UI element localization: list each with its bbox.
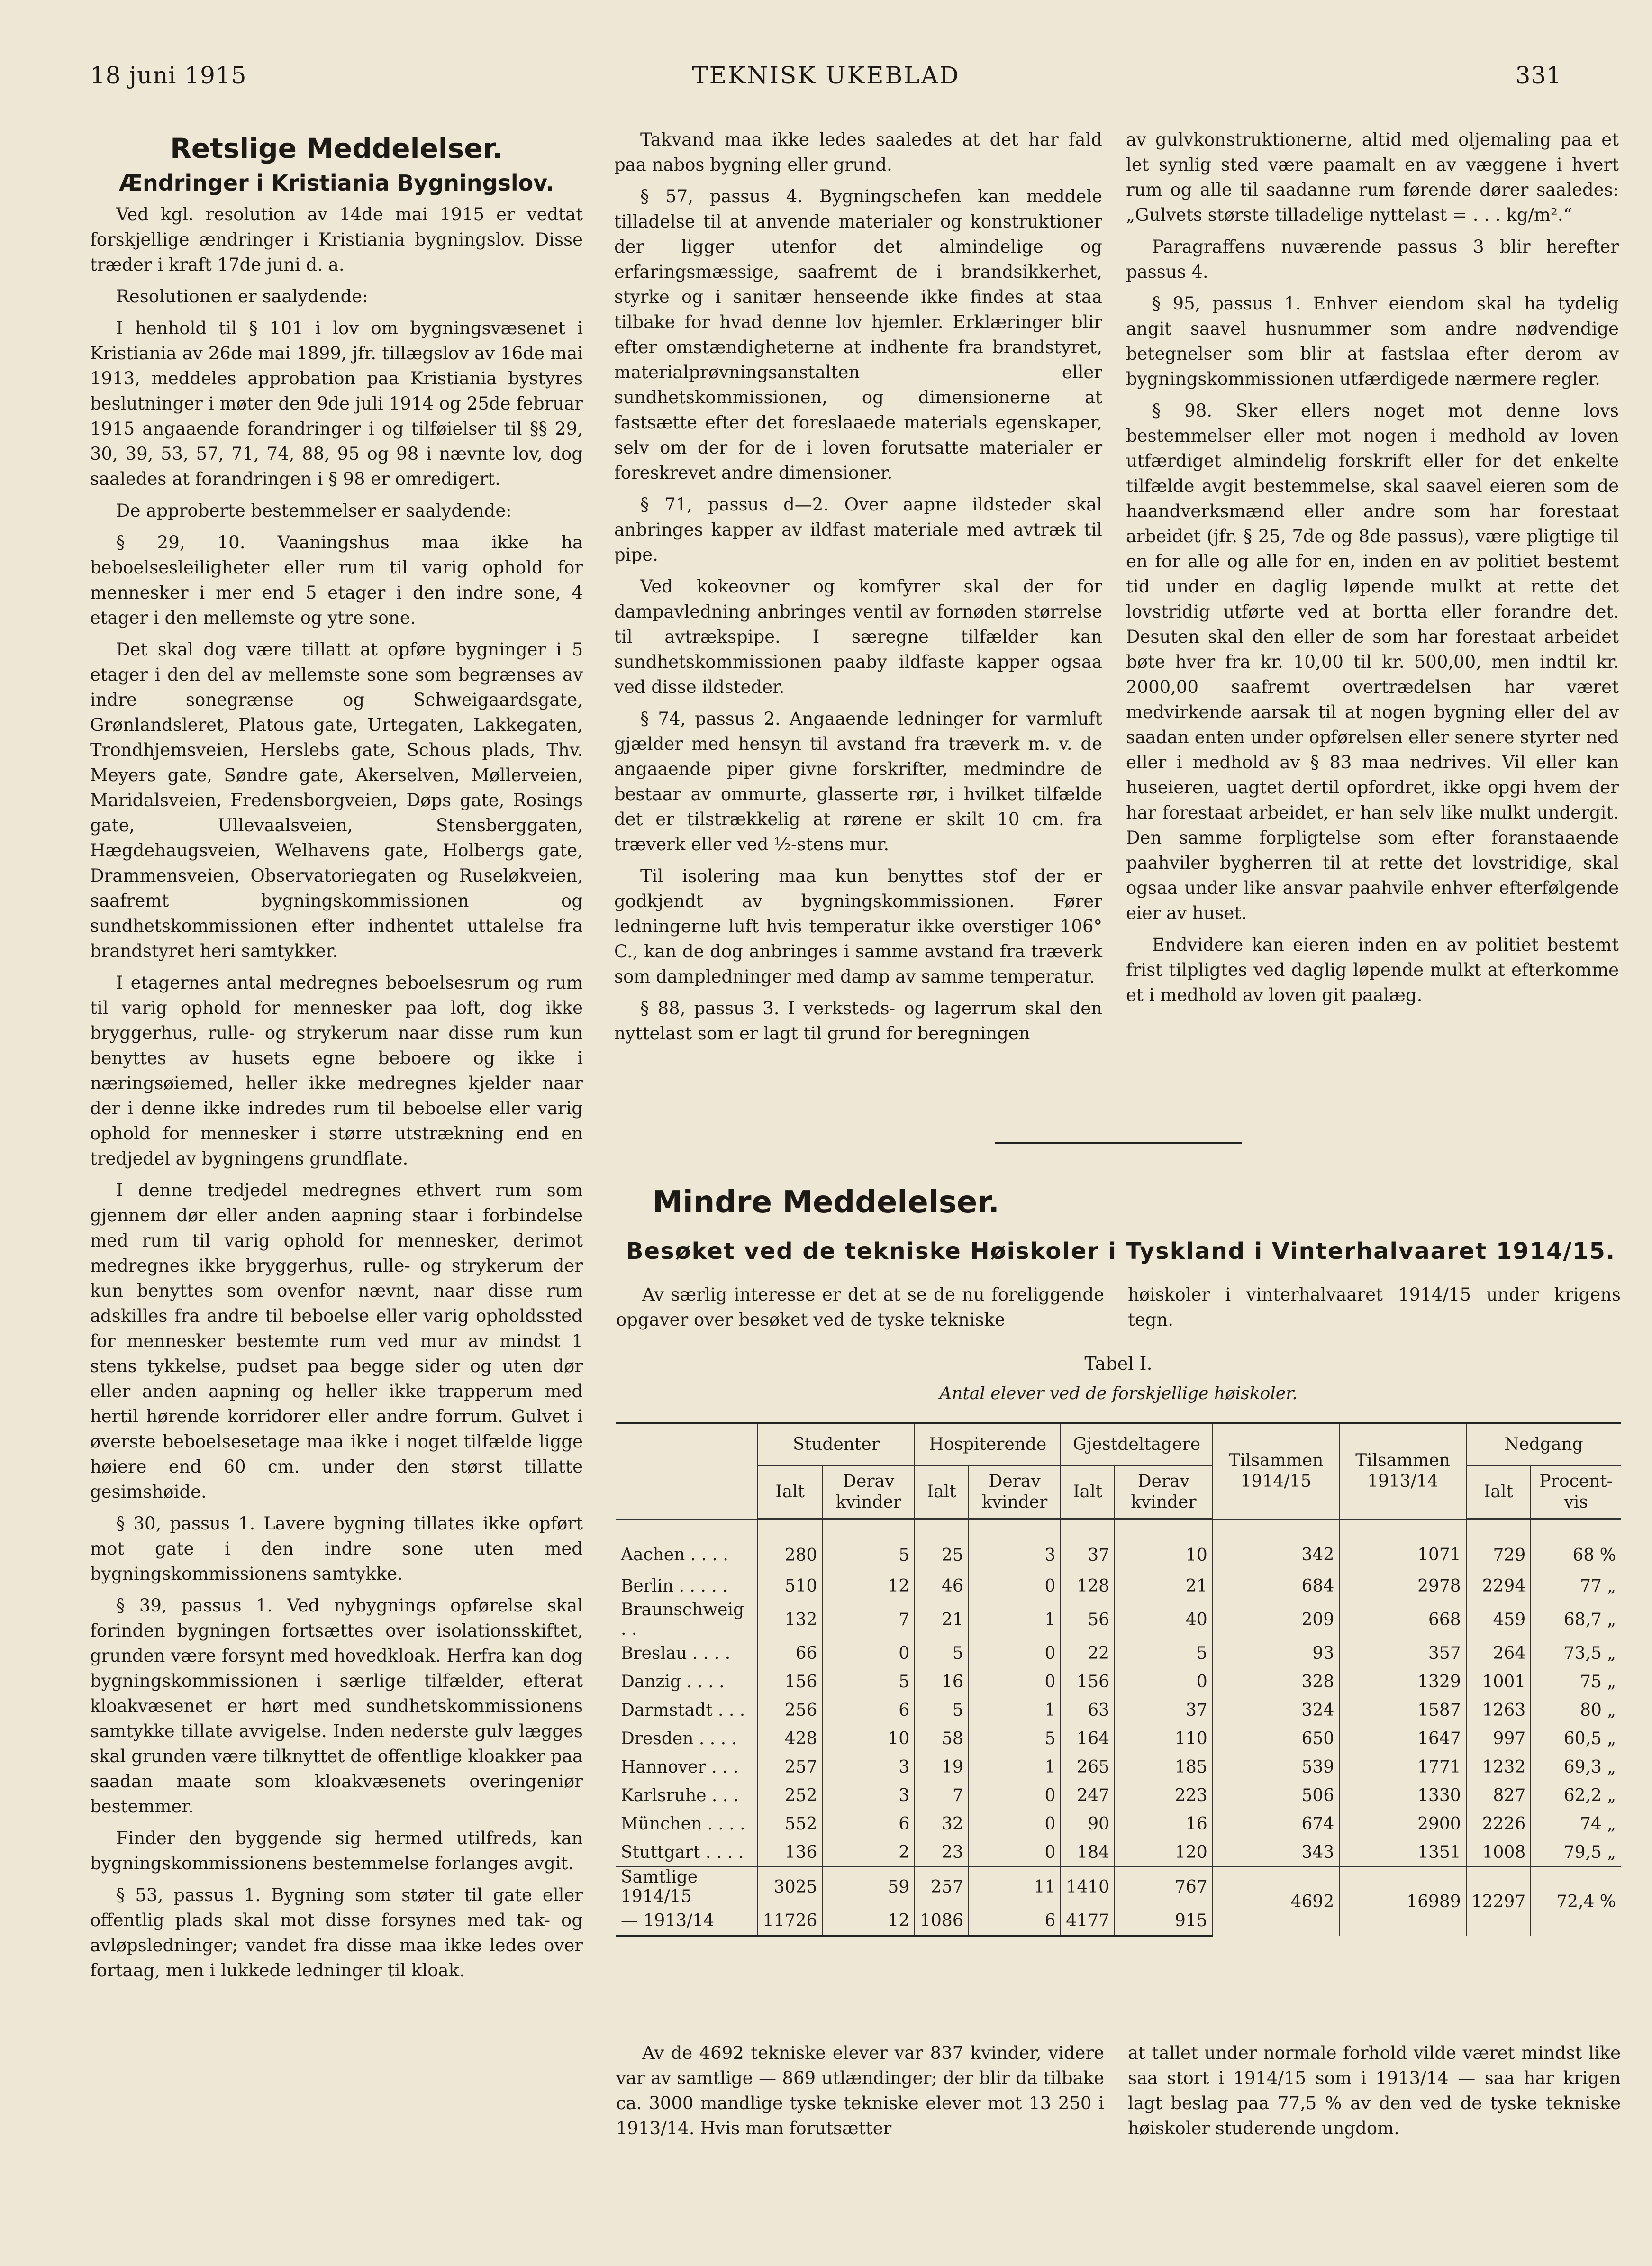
cell-g: 37 [1061, 1519, 1115, 1572]
table-row [616, 1724, 1621, 1753]
cell-p: 69,3 „ [1531, 1753, 1621, 1781]
cell-gk: 120 [1115, 1838, 1213, 1867]
cell-t2: 1647 [1339, 1724, 1466, 1753]
table-row [616, 1667, 1621, 1696]
cell-t1: 650 [1213, 1724, 1339, 1753]
sum-gk: 767 [1115, 1867, 1213, 1906]
cell-sk: 3 [822, 1753, 915, 1781]
cell-h: 16 [915, 1667, 969, 1696]
sum-hk: 11 [969, 1867, 1061, 1906]
cell-s: 136 [758, 1838, 823, 1867]
table-row [616, 1639, 1621, 1667]
paragraph: § 39, passus 1. Ved nybygnings opførelse skal forinden bygningen fortsættes over isolationsskiftet, grunden være forsynt med hovedkloak. Herfra kan dog bygningskommissionen i særlige tilfælder, efterat kloakvæsenet er hørt med sundhetskommissionens samtykke tillate avvigelse. Inden nederste gulv lægges skal grunden være tilknyttet de offentlige kloakker paa saadan maate som kloakvæsenets overingeniør bestemmer. [90, 1595, 583, 1817]
sum-h: 1086 [915, 1906, 969, 1936]
column-1 [90, 127, 583, 1990]
cell-p: 77 „ [1531, 1572, 1621, 1600]
cell-g: 90 [1061, 1810, 1115, 1838]
cell-h: 46 [915, 1572, 969, 1600]
cell-h: 19 [915, 1753, 969, 1781]
cell-gk: 16 [1115, 1810, 1213, 1838]
total-t1: 4692 [1213, 1867, 1339, 1936]
table-subtitle: Antal elever ved de forskjellige høiskoler. [939, 1384, 1298, 1403]
cell-t2: 668 [1339, 1600, 1466, 1639]
cell-hk: 1 [969, 1600, 1061, 1639]
header-page-number: 331 [1515, 62, 1562, 89]
table-row [616, 1696, 1621, 1724]
cell-gk: 40 [1115, 1600, 1213, 1639]
cell-hk: 0 [969, 1810, 1061, 1838]
cell-t1: 209 [1213, 1600, 1339, 1639]
cell-hk: 0 [969, 1639, 1061, 1667]
sum-g: 4177 [1061, 1906, 1115, 1936]
cell-n: 1263 [1466, 1696, 1531, 1724]
sum-label: Samtlige 1914/15 [616, 1867, 758, 1906]
cell-t1: 342 [1213, 1519, 1339, 1572]
paragraph: Til isolering maa kun benyttes stof der er godkjendt av bygningskommissionen. Fører ledningerne luft hvis temperatur ikke overstiger 106° C., kan de dog anbringes i samme avstand fra træverk som dampledninger med damp av samme temperatur. [614, 866, 1102, 987]
cell-gk: 110 [1115, 1724, 1213, 1753]
cell-h: 5 [915, 1696, 969, 1724]
school-name: Braunschweig . . [621, 1600, 744, 1639]
students-table [616, 1422, 1621, 1937]
header-title: TEKNISK UKEBLAD [692, 62, 960, 89]
cell-h: 7 [915, 1781, 969, 1810]
cell-p: 68 % [1531, 1519, 1621, 1572]
cell-t1: 674 [1213, 1810, 1339, 1838]
cell-gk: 37 [1115, 1696, 1213, 1724]
table-row [616, 1753, 1621, 1781]
school-name: Danzig . . . . [621, 1672, 725, 1692]
derav-kvinder-header: Derav kvinder [822, 1465, 915, 1519]
paragraph: Takvand maa ikke ledes saaledes at det har fald paa nabos bygning eller grund. [614, 129, 1102, 175]
cell-s: 280 [758, 1519, 823, 1572]
cell-s: 256 [758, 1696, 823, 1724]
cell-n: 729 [1466, 1519, 1531, 1572]
paragraph: Paragraffens nuværende passus 3 blir herefter passus 4. [1126, 237, 1619, 282]
sum-sk: 59 [822, 1867, 915, 1906]
mindre-title: Mindre Meddelelser. [653, 1185, 999, 1220]
paragraph: De approberte bestemmelser er saalydende: [116, 501, 512, 521]
cell-g: 56 [1061, 1600, 1115, 1639]
cell-g: 265 [1061, 1753, 1115, 1781]
cell-gk: 21 [1115, 1572, 1213, 1600]
cell-t2: 2978 [1339, 1572, 1466, 1600]
table-title: Tabel I. [1084, 1353, 1153, 1374]
paragraph: I henhold til § 101 i lov om bygningsvæsenet i Kristiania av 26de mai 1899, jfr. tillægslov av 16de mai 1913, meddeles approbation paa Kristiania bystyres beslutninger i møter den 9de juli 1914 og 25de februar 1915 angaaende forandringer i og tilføielser til §§ 29, 30, 39, 53, 57, 71, 74, 88, 95 og 98 i nævnte lov, dog saaledes at forandringen i § 98 er omredigert. [90, 318, 583, 489]
school-name: Breslau . . . . [621, 1643, 731, 1663]
tilsammen-1914-header: Tilsammen 1914/15 [1213, 1423, 1339, 1519]
cell-n: 459 [1466, 1600, 1531, 1639]
cell-gk: 5 [1115, 1639, 1213, 1667]
cell-n: 264 [1466, 1639, 1531, 1667]
cell-p: 74 „ [1531, 1810, 1621, 1838]
bottom-right: at tallet under normale forhold vilde været mindst like saa stort i 1914/15 som i 1913/14 — saa har krigen lagt beslag paa 77,5 % av den ved de tyske tekniske høiskoler studerende ungdom. [1128, 2043, 1621, 2139]
cell-sk: 5 [822, 1519, 915, 1572]
cell-n: 1001 [1466, 1667, 1531, 1696]
cell-hk: 0 [969, 1781, 1061, 1810]
cell-s: 252 [758, 1781, 823, 1810]
cell-p: 75 „ [1531, 1667, 1621, 1696]
cell-t2: 1330 [1339, 1781, 1466, 1810]
studenter-header: Studenter [758, 1423, 915, 1466]
cell-n: 1232 [1466, 1753, 1531, 1781]
cell-sk: 7 [822, 1600, 915, 1639]
intro-left: Av særlig interesse er det at se de nu foreliggende opgaver over besøket ved de tyske tekniske [616, 1284, 1104, 1330]
sum-sk: 12 [822, 1906, 915, 1936]
cell-g: 184 [1061, 1838, 1115, 1867]
paragraph: § 29, 10. Vaaningshus maa ikke ha beboelsesleiligheter eller rum til varig ophold for mennesker i mer end 5 etager i den indre sone, 4 etager i den mellemste og ytre sone. [90, 532, 583, 628]
cell-sk: 12 [822, 1572, 915, 1600]
hospiterende-header: Hospiterende [915, 1423, 1061, 1466]
paragraph: § 30, passus 1. Lavere bygning tillates ikke opført mot gate i den indre sone uten med bygningskommissionens samtykke. [90, 1513, 583, 1584]
cell-g: 128 [1061, 1572, 1115, 1600]
sum-s: 3025 [758, 1867, 823, 1906]
paragraph: § 98. Sker ellers noget mot denne lovs bestemmelser eller mot nogen i medhold av loven utfærdiget almindelig forskrift eller for det enkelte tilfælde avgit bestemmelse, skal saavel eieren som de haandverksmænd eller andre som har forestaat arbeidet (jfr. § 25, 7de og 8de passus), være pligtige til en for alle og alle for en, inden en av politiet bestemt tid under en daglig løpende mulkt at rette det lovstridig utførte ved at bortta eller forandre det. Desuten skal den eller de som har forestaat arbeidet bøte hver fra kr. 10,00 til kr. 500,00, men indtil kr. 2000,00 saafremt overtrædelsen har været medvirkende aarsak til at nogen bygning eller del av saadan enten under opførelsen eller senere styrter ned eller i medhold av § 83 maa nedrives. Vil eller kan huseieren, uagtet dertil opfordret, ikke opgi hvem der har forestaat arbeidet, er han selv like mulkt undergit. Den samme forpligtelse som efter foranstaaende paahviler bygherren til at rette det lovstridige, skal ogsaa under like ansvar paahvile enhver efterfølgende eier av huset. [1126, 400, 1619, 923]
cell-hk: 1 [969, 1696, 1061, 1724]
table-row [616, 1838, 1621, 1867]
cell-sk: 6 [822, 1810, 915, 1838]
cell-h: 23 [915, 1838, 969, 1867]
school-name: Berlin . . . . . [621, 1576, 728, 1596]
paragraph: I denne tredjedel medregnes ethvert rum som gjennem dør eller anden aapning staar i forbindelse med rum til varig ophold for mennesker, derimot medregnes ikke bryggerhus, rulle- og strykerum der kun benyttes som ovenfor nævnt, naar disse rum adskilles fra andre til beboelse eller varig opholdssted for mennesker bestemte rum ved mur av mindst 1 stens tykkelse, pudset paa begge sider og uten dør eller anden aapning og heller ikke trapperum med hertil hørende korridorer eller andre forrum. Gulvet i øverste beboelsesetage maa ikke i noget tilfælde ligge høiere end 60 cm. under den størst tillatte gesimshøide. [90, 1180, 583, 1502]
cell-n: 2226 [1466, 1810, 1531, 1838]
cell-gk: 185 [1115, 1753, 1213, 1781]
sum-g: 1410 [1061, 1867, 1115, 1906]
cell-t1: 539 [1213, 1753, 1339, 1781]
name-header [616, 1423, 758, 1519]
cell-hk: 5 [969, 1724, 1061, 1753]
cell-sk: 5 [822, 1667, 915, 1696]
paragraph: § 53, passus 1. Bygning som støter til gate eller offentlig plads skal mot disse forsynes med tak- og avløpsledninger; vandet fra disse maa ikke ledes over fortaag, men i lukkede ledninger til kloak. [90, 1885, 583, 1981]
table-body [616, 1519, 1621, 1936]
cell-s: 428 [758, 1724, 823, 1753]
cell-n: 827 [1466, 1781, 1531, 1810]
gjestdeltagere-header: Gjestdeltagere [1061, 1423, 1212, 1466]
school-name: Darmstadt . . . [621, 1700, 745, 1720]
ialt-header: Ialt [1061, 1465, 1115, 1519]
paragraph: § 71, passus d—2. Over aapne ildsteder skal anbringes kapper av ildfast materiale med avtræk til pipe. [614, 494, 1102, 565]
cell-gk: 0 [1115, 1667, 1213, 1696]
cell-sk: 3 [822, 1781, 915, 1810]
cell-g: 156 [1061, 1667, 1115, 1696]
derav-kvinder-header: Derav kvinder [969, 1465, 1061, 1519]
table-row [616, 1781, 1621, 1810]
paragraph: av gulvkonstruktionerne, altid med oljemaling paa et let synlig sted være paamalt en av væggene i hvert rum og alle til saadanne rum førende dører saaledes: „Gulvets største tilladelige nyttelast = . . . kg/m².“ [1126, 129, 1619, 225]
cell-gk: 10 [1115, 1519, 1213, 1572]
cell-sk: 0 [822, 1639, 915, 1667]
cell-sk: 10 [822, 1724, 915, 1753]
cell-t1: 684 [1213, 1572, 1339, 1600]
tilsammen-1913-header: Tilsammen 1913/14 [1339, 1423, 1466, 1519]
cell-t2: 1771 [1339, 1753, 1466, 1781]
procentvis-header: Procent-vis [1531, 1465, 1621, 1519]
cell-t1: 506 [1213, 1781, 1339, 1810]
cell-p: 79,5 „ [1531, 1838, 1621, 1867]
cell-s: 510 [758, 1572, 823, 1600]
cell-s: 552 [758, 1810, 823, 1838]
ialt-header: Ialt [915, 1465, 969, 1519]
paragraph: § 88, passus 3. I verksteds- og lagerrum skal den nyttelast som er lagt til grund for beregningen [614, 998, 1102, 1044]
cell-n: 997 [1466, 1724, 1531, 1753]
paragraph: Ved kokeovner og komfyrer skal der for dampavledning anbringes ventil av fornøden størrelse til avtrækspipe. I særegne tilfælder kan sundhetskommissionen paaby ildfaste kapper ogsaa ved disse ildsteder. [614, 576, 1102, 697]
cell-gk: 223 [1115, 1781, 1213, 1810]
cell-h: 32 [915, 1810, 969, 1838]
cell-p: 73,5 „ [1531, 1639, 1621, 1667]
cell-p: 68,7 „ [1531, 1600, 1621, 1639]
table-row [616, 1600, 1621, 1639]
cell-hk: 3 [969, 1519, 1061, 1572]
cell-p: 60,5 „ [1531, 1724, 1621, 1753]
total-t2: 16989 [1339, 1867, 1466, 1936]
ialt-header: Ialt [1466, 1465, 1531, 1519]
paragraph: Det skal dog være tillatt at opføre bygninger i 5 etager i den del av mellemste sone som begrænses av indre sonegrænse og Schweigaardsgate, Grønlandsleret, Platous gate, Urtegaten, Lakkegaten, Trondhjemsveien, Herslebs gate, Schous plads, Thv. Meyers gate, Søndre gate, Akerselven, Møllerveien, Maridalsveien, Fredensborgveien, Døps gate, Rosings gate, Ullevaalsveien, Stensberggaten, Hægdehaugsveien, Welhavens gate, Holbergs gate, Drammensveien, Observatoriegaten og Ruseløkveien, saafremt bygningskommissionen og sundhetskommissionen efter indhentet uttalelse fra brandstyret heri samtykker. [90, 639, 583, 961]
cell-sk: 2 [822, 1838, 915, 1867]
sum-s: 11726 [758, 1906, 823, 1936]
intro-right: høiskoler i vinterhalvaaret 1914/15 under krigens tegn. [1128, 1284, 1621, 1330]
paragraph: I etagernes antal medregnes beboelsesrum og rum til varig ophold for mennesker paa loft, dog ikke bryggerhus, rulle- og strykerum naar disse rum kun benyttes av husets egne beboere og ikke i næringsøiemed, heller ikke medregnes kjelder naar der i denne ikke indredes rum til beboelse eller varig ophold for mennesker i større utstrækning end en tredjedel av bygningens grundflate. [90, 973, 583, 1169]
cell-s: 156 [758, 1667, 823, 1696]
sum-row [616, 1867, 1621, 1906]
cell-t2: 1329 [1339, 1667, 1466, 1696]
paragraph: Ved kgl. resolution av 14de mai 1915 er vedtat forskjellige ændringer i Kristiania bygningslov. Disse træder i kraft 17de juni d. a. [90, 204, 583, 275]
sum-h: 257 [915, 1867, 969, 1906]
header-date: 18 juni 1915 [90, 62, 247, 89]
cell-g: 247 [1061, 1781, 1115, 1810]
column-3 [1126, 127, 1619, 1014]
cell-t1: 93 [1213, 1639, 1339, 1667]
cell-g: 22 [1061, 1639, 1115, 1667]
section-title: Retslige Meddelelser. [170, 132, 503, 164]
cell-n: 2294 [1466, 1572, 1531, 1600]
cell-p: 80 „ [1531, 1696, 1621, 1724]
total-p: 72,4 % [1531, 1867, 1621, 1936]
school-name: Aachen . . . . [621, 1545, 728, 1565]
cell-h: 5 [915, 1639, 969, 1667]
paragraph: § 57, passus 4. Bygningschefen kan meddele tilladelse til at anvende materialer og konstruktioner der ligger utenfor det almindelige og erfaringsmæssige, saafremt de i brandsikkerhet, styrke og i sanitær henseende ikke findes at staa tilbake for hvad denne lov hjemler. Erklæringer blir efter omstændigheterne at indhente fra brandstyret, materialprøvningsanstalten eller sundhetskommissionen, og dimensionerne at fastsætte efter det foreslaaede materials egenskaper, selv om der for de i loven forutsatte materialer er foreskrevet andre dimensioner. [614, 186, 1102, 483]
cell-s: 66 [758, 1639, 823, 1667]
cell-hk: 0 [969, 1667, 1061, 1696]
cell-h: 58 [915, 1724, 969, 1753]
besoket-subtitle: Besøket ved de tekniske Høiskoler i Tyskland i Vinterhalvaaret 1914/15. [626, 1238, 1616, 1265]
cell-t2: 2900 [1339, 1810, 1466, 1838]
total-n: 12297 [1466, 1867, 1531, 1936]
cell-s: 132 [758, 1600, 823, 1639]
cell-h: 21 [915, 1600, 969, 1639]
paragraph: Finder den byggende sig hermed utilfreds, kan bygningskommissionens bestemmelse forlanges avgit. [90, 1828, 583, 1874]
sum-gk: 915 [1115, 1906, 1213, 1936]
cell-t2: 357 [1339, 1639, 1466, 1667]
cell-t1: 328 [1213, 1667, 1339, 1696]
school-name: München . . . . [621, 1814, 745, 1834]
table-row [616, 1519, 1621, 1572]
cell-t2: 1587 [1339, 1696, 1466, 1724]
cell-hk: 1 [969, 1753, 1061, 1781]
section-subtitle: Ændringer i Kristiania Bygningslov. [119, 170, 554, 196]
table-row [616, 1810, 1621, 1838]
ialt-header: Ialt [758, 1465, 823, 1519]
cell-t2: 1071 [1339, 1519, 1466, 1572]
sum-label: — 1913/14 [616, 1906, 758, 1936]
cell-t1: 343 [1213, 1838, 1339, 1867]
paragraph: Resolutionen er saalydende: [116, 286, 368, 307]
bottom-left: Av de 4692 tekniske elever var 837 kvinder, videre var av samtlige — 869 utlændinger; der blir da tilbake ca. 3000 mandlige tyske tekniske elever mot 13 250 i 1913/14. Hvis man forutsætter [616, 2043, 1104, 2139]
column-2 [614, 127, 1102, 1053]
school-name: Hannover . . . [621, 1757, 739, 1777]
cell-h: 25 [915, 1519, 969, 1572]
paragraph: § 74, passus 2. Angaaende ledninger for varmluft gjælder med hensyn til avstand fra træverk m. v. de angaaende piper givne forskrifter, medmindre de bestaar av ommurte, glasserte rør, i hvilket tilfælde det er tilstrækkelig at rørene er skilt 10 cm. fra træverk eller ved ½-stens mur. [614, 709, 1102, 855]
school-name: Karlsruhe . . . [621, 1785, 739, 1805]
cell-g: 164 [1061, 1724, 1115, 1753]
section-divider [995, 1142, 1242, 1144]
cell-n: 1008 [1466, 1838, 1531, 1867]
cell-hk: 0 [969, 1572, 1061, 1600]
cell-p: 62,2 „ [1531, 1781, 1621, 1810]
table-row [616, 1572, 1621, 1600]
school-name: Dresden . . . . [621, 1729, 737, 1748]
derav-kvinder-header: Derav kvinder [1115, 1465, 1213, 1519]
cell-s: 257 [758, 1753, 823, 1781]
cell-g: 63 [1061, 1696, 1115, 1724]
cell-sk: 6 [822, 1696, 915, 1724]
paragraph: § 95, passus 1. Enhver eiendom skal ha tydelig angit saavel husnummer som andre nødvendige betegnelser som blir at fastslaa efter derom av bygningskommissionen utfærdigede nærmere regler. [1126, 293, 1619, 389]
sum-hk: 6 [969, 1906, 1061, 1936]
nedgang-header: Nedgang [1466, 1423, 1621, 1466]
cell-t2: 1351 [1339, 1838, 1466, 1867]
cell-hk: 0 [969, 1838, 1061, 1867]
cell-t1: 324 [1213, 1696, 1339, 1724]
school-name: Stuttgart . . . . [621, 1842, 744, 1862]
paragraph: Endvidere kan eieren inden en av politiet bestemt frist tilpligtes ved daglig løpende mulkt at efterkomme et i medhold av loven git paalæg. [1126, 935, 1619, 1005]
